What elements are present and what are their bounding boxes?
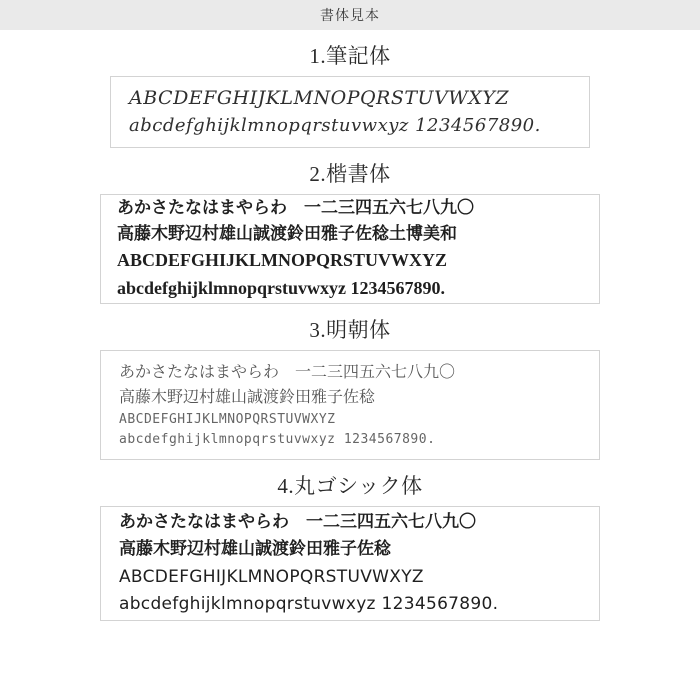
header-bar: [0, 0, 700, 30]
font-section-maru-gothic: [0, 470, 700, 621]
sample-line-kanji: 高藤木野辺村雄山誠渡鈴田雅子佐稔: [119, 386, 376, 406]
section-title-kaisho: 2.楷書体: [309, 162, 391, 186]
sample-line-kana: あかさたなはまやらわ 一二三四五六七八九〇: [119, 512, 476, 533]
sample-line-uppercase: ABCDEFGHIJKLMNOPQRSTUVWXYZ: [119, 566, 424, 587]
section-title-maru-gothic: 4.丸ゴシック体: [277, 474, 423, 498]
font-section-kaisho: [0, 158, 700, 304]
sample-box-mincho: [100, 350, 600, 460]
page-title: 書体見本: [320, 9, 380, 24]
sample-line-kana: あかさたなはまやらわ 一二三四五六七八九〇: [119, 362, 456, 382]
section-title-script: 1.筆記体: [309, 44, 391, 68]
sample-line-kanji: 高藤木野辺村雄山誠渡鈴田雅子佐稔土博美和: [117, 224, 457, 245]
section-title-mincho: 3.明朝体: [309, 318, 391, 342]
sample-line-uppercase: ABCDEFGHIJKLMNOPQRSTUVWXYZ: [117, 250, 448, 271]
sample-box-kaisho: [100, 194, 600, 304]
sample-box-maru-gothic: [100, 506, 600, 621]
sample-line-kana: あかさたなはまやらわ 一二三四五六七八九〇: [117, 197, 474, 218]
sample-line-kanji: 高藤木野辺村雄山誠渡鈴田雅子佐稔: [119, 539, 391, 560]
sample-line-lowercase: abcdefghijklmnopqrstuvwxyz 1234567890.: [119, 431, 436, 447]
font-section-script: [0, 40, 700, 148]
font-section-mincho: [0, 314, 700, 460]
sample-line-lowercase: abcdefghijklmnopqrstuvwxyz 1234567890.: [129, 114, 541, 136]
sample-line-lowercase: abcdefghijklmnopqrstuvwxyz 1234567890.: [117, 278, 446, 299]
sample-box-script: [110, 76, 590, 148]
sample-line-lowercase: abcdefghijklmnopqrstuvwxyz 1234567890.: [119, 593, 499, 614]
sample-line-uppercase: ABCDEFGHIJKLMNOPQRSTUVWXYZ: [129, 87, 510, 110]
sample-line-uppercase: ABCDEFGHIJKLMNOPQRSTUVWXYZ: [119, 411, 336, 427]
